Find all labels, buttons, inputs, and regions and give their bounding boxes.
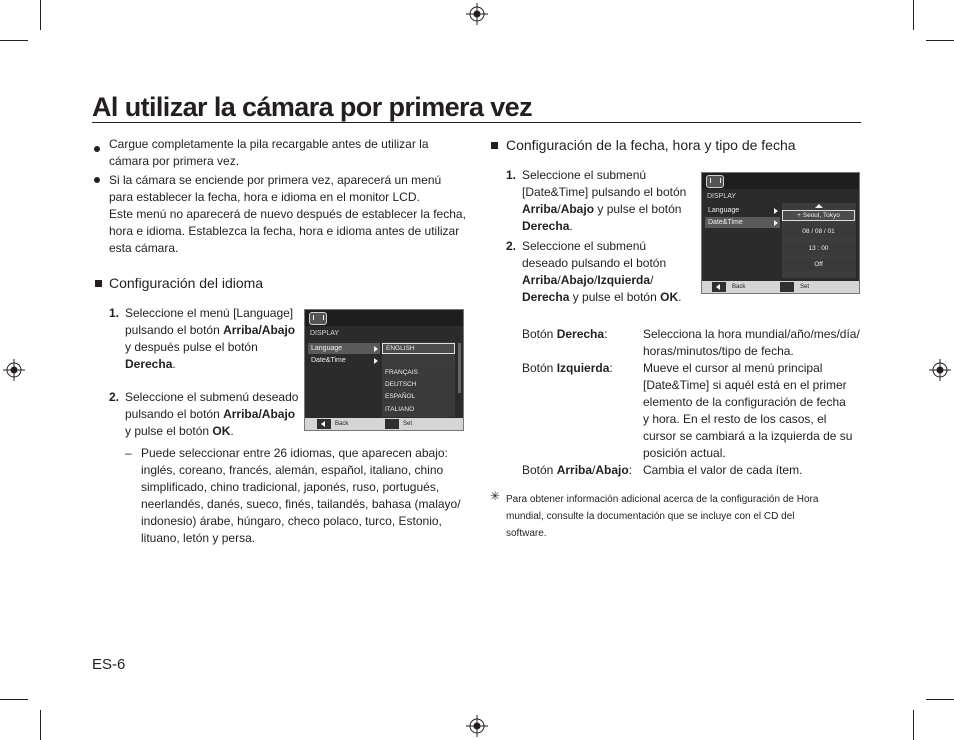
step-text bbox=[125, 305, 295, 373]
text-line: [Date&Time] pulsando el botón bbox=[522, 185, 687, 199]
lcd-bottom-bar bbox=[305, 418, 463, 430]
text-line: Derecha. bbox=[125, 357, 176, 371]
lcd-language-menu bbox=[304, 309, 464, 431]
text-line: elemento de la configuración de fecha bbox=[643, 395, 846, 409]
registration-mark-icon bbox=[466, 715, 488, 737]
lcd-option: ESPAÑOL bbox=[382, 391, 455, 402]
def-description bbox=[643, 462, 802, 479]
bullet-text bbox=[109, 136, 429, 170]
def-term: Botón Izquierda: bbox=[522, 361, 613, 375]
step-text bbox=[522, 167, 686, 235]
text-line: y hora. En el resto de los casos, el bbox=[643, 412, 827, 426]
text-line: Si la cámara se enciende por primera vez, aparecerá un menú bbox=[109, 173, 442, 187]
text-line: Derecha. bbox=[522, 219, 573, 233]
text-line: deseado pulsando el botón bbox=[522, 256, 667, 270]
lcd-option: ENGLISH bbox=[382, 343, 455, 354]
text-line: cámara por primera vez. bbox=[109, 154, 240, 168]
text-line: Mueve el cursor al menú principal bbox=[643, 361, 823, 375]
lcd-option: FRANÇAIS bbox=[382, 367, 455, 378]
right-arrow-icon bbox=[374, 346, 378, 352]
lcd-menu-language: Language bbox=[308, 343, 380, 354]
section-square-icon bbox=[95, 280, 102, 287]
step-text bbox=[125, 389, 298, 440]
lcd-option-worldtime: + Seoul, Tokyo bbox=[782, 210, 855, 221]
crop-mark bbox=[0, 699, 28, 700]
lcd-menu-datetime: Date&Time bbox=[705, 217, 780, 228]
def-description bbox=[643, 326, 860, 360]
dash-mark: – bbox=[125, 446, 132, 460]
section-heading-language: Configuración del idioma bbox=[109, 275, 264, 291]
text-line: mundial, consulte la documentación que se incluye con el CD del bbox=[506, 511, 795, 522]
text-line: Para obtener información adicional acerca de la configuración de Hora bbox=[506, 494, 819, 505]
language-list-text bbox=[141, 445, 461, 547]
lcd-top-bar bbox=[305, 310, 463, 326]
text-line: Seleccione el submenú bbox=[522, 239, 647, 253]
crop-mark bbox=[40, 0, 41, 30]
crop-mark bbox=[913, 0, 914, 30]
def-term: Botón Arriba/Abajo: bbox=[522, 463, 633, 477]
text-line: Derecha y pulse el botón OK. bbox=[522, 290, 682, 304]
lcd-scrollbar bbox=[458, 343, 461, 393]
display-tab-icon bbox=[706, 175, 724, 188]
up-arrow-icon bbox=[815, 204, 823, 208]
text-line: Selecciona la hora mundial/año/mes/día/ bbox=[643, 327, 860, 341]
crop-mark bbox=[0, 40, 28, 41]
back-button-icon bbox=[712, 282, 726, 292]
lcd-display-label: DISPLAY bbox=[707, 193, 737, 200]
text-line: horas/minutos/tipo de fecha. bbox=[643, 344, 794, 358]
lcd-datetime-menu bbox=[701, 172, 860, 294]
lcd-option: ITALIANO bbox=[382, 404, 455, 415]
step-number: 1. bbox=[506, 168, 517, 182]
def-description bbox=[643, 360, 852, 462]
text-line: Cargue completamente la pila recargable antes de utilizar la bbox=[109, 137, 429, 151]
crop-mark bbox=[40, 710, 41, 740]
note-asterisk-icon: ✳ bbox=[490, 489, 501, 503]
step-text bbox=[522, 238, 681, 306]
text-line: software. bbox=[506, 528, 547, 539]
bullet-text bbox=[109, 172, 466, 257]
text-line: posición actual. bbox=[643, 446, 726, 460]
text-line: para establecer la fecha, hora e idioma en el monitor LCD. bbox=[109, 190, 420, 204]
text-line: simplificado, chino tradicional, japonés, ruso, portugués, bbox=[141, 480, 440, 494]
text-line: Arriba/Abajo/Izquierda/ bbox=[522, 273, 654, 287]
text-line: lituano, letón y persa. bbox=[141, 531, 256, 545]
text-line: inglés, coreano, francés, alemán, español, italiano, chino bbox=[141, 463, 444, 477]
page-title: Al utilizar la cámara por primera vez bbox=[92, 92, 532, 122]
note-text bbox=[506, 491, 818, 542]
crop-mark bbox=[926, 40, 954, 41]
text-line: Cambia el valor de cada ítem. bbox=[643, 463, 803, 477]
page-number: ES-6 bbox=[92, 656, 126, 673]
lcd-menu-datetime: Date&Time bbox=[308, 355, 380, 366]
lcd-back-label: Back bbox=[732, 284, 746, 290]
set-button-icon bbox=[385, 419, 399, 429]
set-button-icon bbox=[780, 282, 794, 292]
step-number: 2. bbox=[109, 390, 120, 404]
text-line: neerlandés, danés, sueco, finés, tailandés, bahasa (malayo/ bbox=[141, 497, 461, 511]
text-line: pulsando el botón Arriba/Abajo bbox=[125, 323, 296, 337]
lcd-option-datetype: Off bbox=[782, 259, 855, 270]
lcd-set-label: Set bbox=[403, 421, 413, 427]
lcd-menu-language: Language bbox=[705, 205, 780, 216]
text-line: [Date&Time] si aquél está en el primer bbox=[643, 378, 847, 392]
registration-mark-icon bbox=[466, 3, 488, 25]
text-line: Arriba/Abajo y pulse el botón bbox=[522, 202, 682, 216]
text-line: cursor se cambiará a la izquierda de su bbox=[643, 429, 853, 443]
bullet-dot bbox=[94, 177, 100, 183]
step-number: 2. bbox=[506, 239, 517, 253]
lcd-display-label: DISPLAY bbox=[310, 330, 340, 337]
def-term: Botón Derecha: bbox=[522, 327, 608, 341]
lcd-option-date: 08 / 08 / 01 bbox=[782, 226, 855, 237]
right-arrow-icon bbox=[374, 358, 378, 364]
lcd-option-time: 13 : 00 bbox=[782, 243, 855, 254]
lcd-bottom-bar bbox=[702, 281, 859, 293]
text-line: Seleccione el menú [Language] bbox=[125, 306, 294, 320]
right-arrow-icon bbox=[774, 208, 778, 214]
bullet-dot bbox=[94, 146, 100, 152]
text-line: Este menú no aparecerá de nuevo después de establecer la fecha, bbox=[109, 207, 466, 221]
crop-mark bbox=[926, 699, 954, 700]
lcd-option: DEUTSCH bbox=[382, 379, 455, 390]
lcd-top-bar bbox=[702, 173, 859, 189]
right-arrow-icon bbox=[774, 220, 778, 226]
text-line: Puede seleccionar entre 26 idiomas, que aparecen abajo: bbox=[141, 446, 448, 460]
text-line: Seleccione el submenú deseado bbox=[125, 390, 299, 404]
text-line: esta cámara. bbox=[109, 241, 179, 255]
section-square-icon bbox=[491, 142, 498, 149]
registration-mark-icon bbox=[3, 359, 25, 381]
crop-mark bbox=[913, 710, 914, 740]
registration-mark-icon bbox=[929, 359, 951, 381]
lcd-back-label: Back bbox=[335, 421, 349, 427]
text-line: pulsando el botón Arriba/Abajo bbox=[125, 407, 296, 421]
text-line: hora e idioma. Establezca la fecha, hora e idioma antes de utilizar bbox=[109, 224, 460, 238]
text-line: Seleccione el submenú bbox=[522, 168, 647, 182]
section-heading-datetime: Configuración de la fecha, hora y tipo de fecha bbox=[506, 137, 796, 153]
lcd-set-label: Set bbox=[800, 284, 810, 290]
back-button-icon bbox=[317, 419, 331, 429]
step-number: 1. bbox=[109, 306, 120, 320]
text-line: indonesio) árabe, húngaro, checo polaco, turco, Estonio, bbox=[141, 514, 442, 528]
display-tab-icon bbox=[309, 312, 327, 325]
text-line: y pulse el botón OK. bbox=[125, 424, 234, 438]
title-underline bbox=[92, 122, 861, 123]
text-line: y después pulse el botón bbox=[125, 340, 258, 354]
